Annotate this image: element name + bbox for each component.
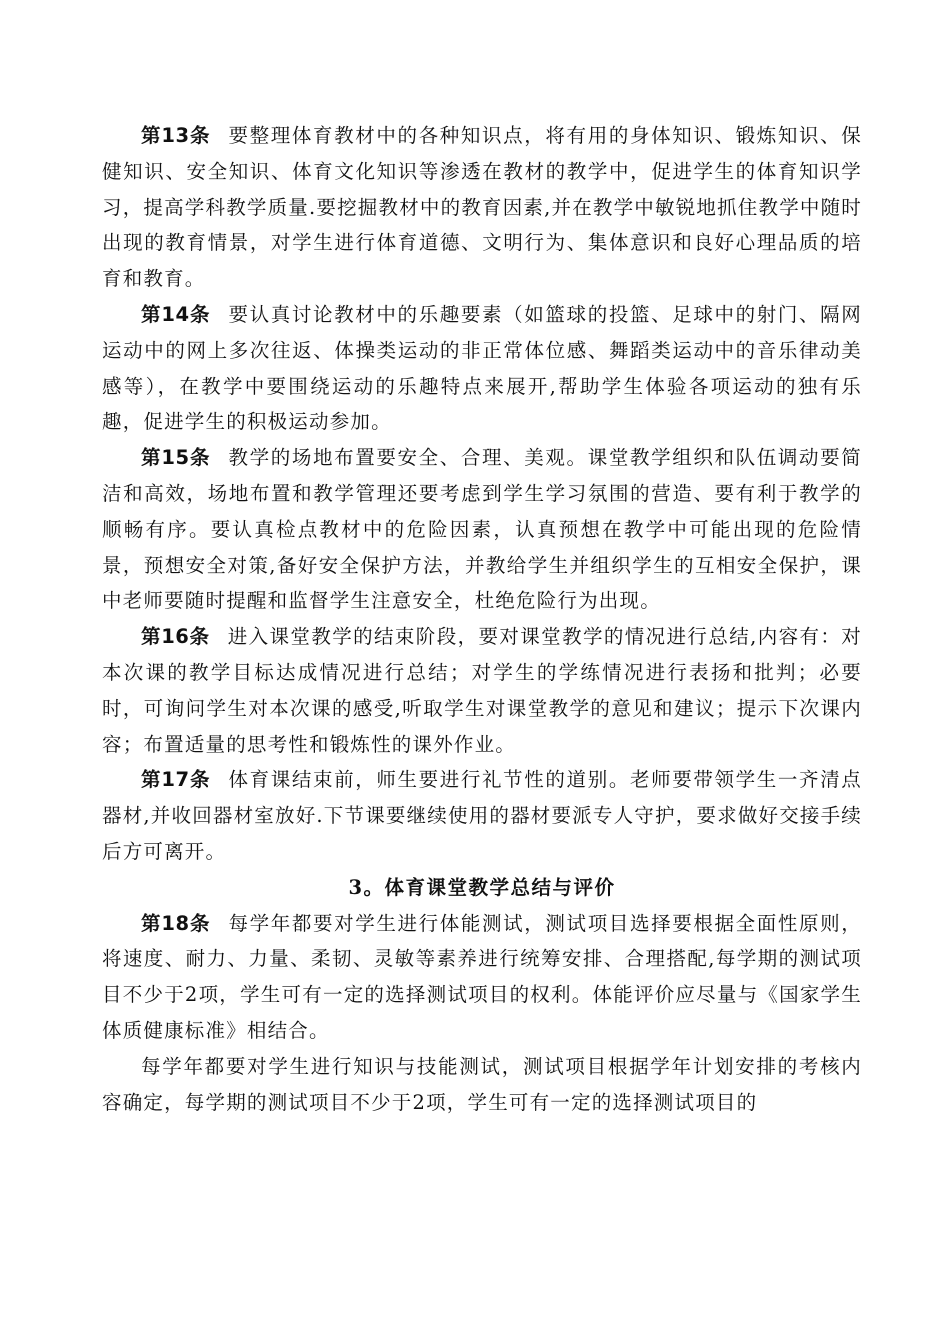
article-label: 第18条 — [141, 911, 211, 935]
article-text: 进入课堂教学的结束阶段，要对课堂教学的情况进行总结,内容有：对本次课的教学目标达成情况进行总结；对学生的学练情况进行表扬和批判；必要时，可询问学生对本次课的感受,听取学生对课堂教学的意见和建议；提示下次课内容；布置适量的思考性和锻炼性的课外作业。 — [102, 625, 862, 756]
final-paragraph: 每学年都要对学生进行知识与技能测试，测试项目根据学年计划安排的考核内容确定，每学期的测试项目不少于2项，学生可有一定的选择测试项目的 — [102, 1054, 862, 1114]
article-label: 第13条 — [141, 124, 211, 147]
article-label: 第15条 — [141, 446, 211, 470]
article-16 — [102, 619, 862, 762]
article-label: 第14条 — [141, 302, 211, 326]
document-body — [102, 118, 862, 1120]
article-text: 每学年都要对学生进行体能测试，测试项目选择要根据全面性原则，将速度、耐力、力量、柔韧、灵敏等素养进行统筹安排、合理搭配,每学期的测试项目不少于2项，学生可有一定的选择测试项目的权利。体能评价应尽量与《国家学生体质健康标准》相结合。 — [102, 911, 862, 1042]
article-text: 要整理体育教材中的各种知识点，将有用的身体知识、锻炼知识、保健知识、安全知识、体育文化知识等渗透在教材的教学中，促进学生的体育知识学习，提高学科教学质量.要挖掘教材中的教育因素,并在教学中敏锐地抓住教学中随时出现的教育情景，对学生进行体育道德、文明行为、集体意识和良好心理品质的培育和教育。 — [102, 124, 862, 291]
article-label: 第16条 — [141, 625, 210, 649]
article-18 — [102, 906, 862, 1049]
section-heading: 3。体育课堂教学总结与评价 — [348, 875, 616, 899]
article-17 — [102, 762, 862, 869]
article-13 — [102, 118, 862, 297]
article-text: 要认真讨论教材中的乐趣要素（如篮球的投篮、足球中的射门、隔网运动中的网上多次往返、体操类运动的非正常体位感、舞蹈类运动中的音乐律动美感等），在教学中要围绕运动的乐趣特点来展开,帮助学生体验各项运动的独有乐趣，促进学生的积极运动参加。 — [102, 302, 862, 434]
article-14 — [102, 297, 862, 440]
article-15 — [102, 440, 862, 619]
article-text: 体育课结束前，师生要进行礼节性的道别。老师要带领学生一齐清点器材,并收回器材室放好.下节课要继续使用的器材要派专人守护，要求做好交接手续后方可离开。 — [102, 768, 862, 863]
article-label: 第17条 — [141, 768, 211, 792]
article-text: 教学的场地布置要安全、合理、美观。课堂教学组织和队伍调动要简洁和高效，场地布置和教学管理还要考虑到学生学习氛围的营造、要有利于教学的顺畅有序。要认真检点教材中的危险因素，认真预想在教学中可能出现的危险情景，预想安全对策,备好安全保护方法，并教给学生并组织学生的互相安全保护，课中老师要随时提醒和监督学生注意安全，杜绝危险行为出现。 — [102, 446, 862, 613]
